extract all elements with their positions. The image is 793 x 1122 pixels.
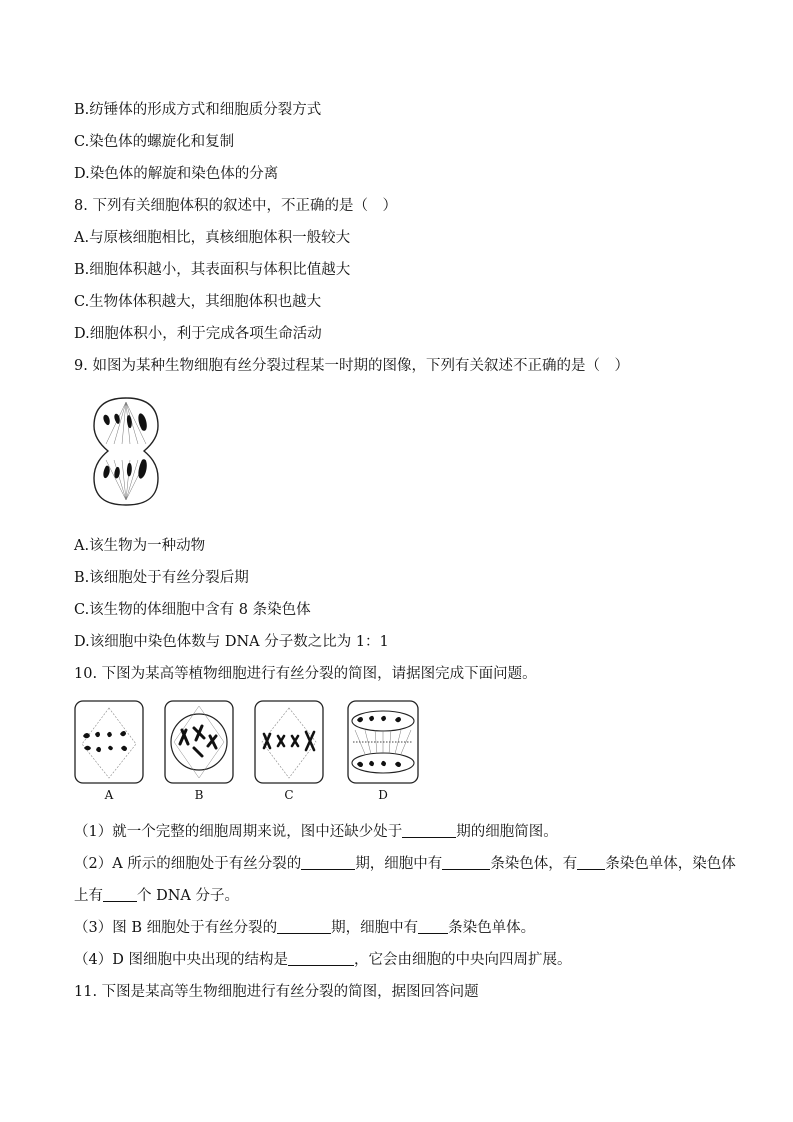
figure-label-d: D [378, 788, 388, 802]
q9-cell-figure [86, 394, 166, 509]
blank-5[interactable] [103, 887, 137, 902]
q7-option-b: B.纺锤体的形成方式和细胞质分裂方式 [74, 102, 322, 118]
q10-1-text-a: （1）就一个完整的细胞周期来说，图中还缺少处于 [74, 824, 403, 840]
q10-4-text-b: ，它会由细胞的中央向四周扩展。 [353, 952, 572, 968]
q7-option-d: D.染色体的解旋和染色体的分离 [74, 166, 279, 182]
q10-4-text-a: （4）D 图细胞中央出现的结构是 [74, 952, 288, 968]
q10-stem: 10. 下图为某高等植物细胞进行有丝分裂的简图，请据图完成下面问题。 [74, 666, 537, 682]
q10-3-text-c: 条染色单体。 [448, 920, 536, 936]
q8-stem: 8. 下列有关细胞体积的叙述中，不正确的是（ ） [74, 198, 397, 214]
q11-stem: 11. 下图是某高等生物细胞进行有丝分裂的简图，据图回答问题 [74, 984, 479, 1000]
q10-3-text-a: （3）图 B 细胞处于有丝分裂的 [74, 920, 278, 936]
blank-3[interactable] [442, 855, 490, 870]
q10-2-text-e: 上有 [74, 888, 103, 904]
q10-figure-b [164, 700, 234, 784]
blank-2[interactable] [301, 855, 355, 870]
q9-stem: 9. 如图为某种生物细胞有丝分裂过程某一时期的图像，下列有关叙述不正确的是（ ） [74, 358, 629, 374]
q10-3-text-b: 期，细胞中有 [331, 920, 419, 936]
blank-4[interactable] [577, 855, 605, 870]
q10-2-text-f: 个 DNA 分子。 [137, 888, 240, 904]
q9-option-b: B.该细胞处于有丝分裂后期 [74, 570, 249, 586]
q8-option-d: D.细胞体积小，利于完成各项生命活动 [74, 326, 322, 342]
q8-option-c: C.生物体体积越大，其细胞体积也越大 [74, 294, 322, 310]
q10-figure-d [347, 700, 419, 784]
q10-part-3 [74, 919, 535, 937]
figure-label-b: B [194, 788, 204, 802]
q10-2-text-d: 条染色单体，染色体 [605, 856, 736, 872]
blank-6[interactable] [277, 919, 331, 934]
q9-option-c: C.该生物的体细胞中含有 8 条染色体 [74, 602, 311, 618]
q9-option-d: D.该细胞中染色体数与 DNA 分子数之比为 1：1 [74, 634, 389, 650]
q10-part-1 [74, 823, 558, 841]
q8-option-a: A.与原核细胞相比，真核细胞体积一般较大 [74, 230, 351, 246]
blank-8[interactable] [288, 951, 354, 966]
q8-option-b: B.细胞体积越小，其表面积与体积比值越大 [74, 262, 351, 278]
q10-part-4 [74, 951, 571, 969]
q10-2-text-b: 期，细胞中有 [355, 856, 443, 872]
figure-label-a: A [104, 788, 114, 802]
q10-figure-a [74, 700, 144, 784]
q10-2-text-a: （2）A 所示的细胞处于有丝分裂的 [74, 856, 302, 872]
blank-1[interactable] [402, 823, 456, 838]
q9-option-a: A.该生物为一种动物 [74, 538, 206, 554]
q7-option-c: C.染色体的螺旋化和复制 [74, 134, 235, 150]
q10-part-2-cont [74, 887, 239, 905]
q10-1-text-b: 期的细胞简图。 [456, 824, 558, 840]
figure-label-c: C [284, 788, 294, 802]
q10-figure-c [254, 700, 324, 784]
q10-2-text-c: 条染色体，有 [490, 856, 578, 872]
q10-part-2 [74, 855, 736, 873]
blank-7[interactable] [418, 919, 448, 934]
